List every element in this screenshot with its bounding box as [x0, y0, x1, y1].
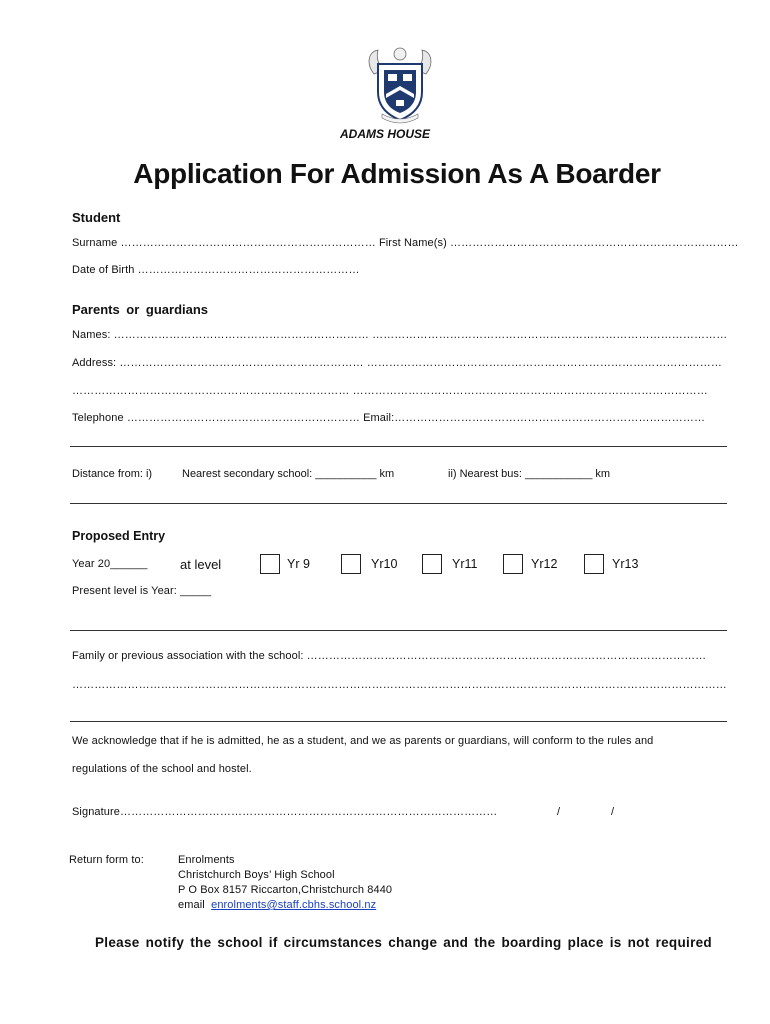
date-of-birth-field[interactable]: Date of Birth …………………………………………………… — [72, 264, 360, 276]
address-field-line2[interactable]: ………………………………………………………………… …………………………………………………………………………………… — [72, 385, 708, 397]
divider — [70, 446, 727, 447]
return-email-row — [178, 899, 376, 911]
yr10-checkbox[interactable] — [341, 554, 361, 574]
yr12-checkbox[interactable] — [503, 554, 523, 574]
divider — [70, 721, 727, 722]
school-crest-logo — [364, 44, 436, 124]
acknowledgement-text: We acknowledge that if he is admitted, he as a student, and we as parents or guardians, will conform to the rules and — [72, 735, 654, 747]
parent-names-field[interactable]: Names: …………………………………………………………… …………………………………………………………………………………… — [72, 329, 728, 341]
parents-heading: Parents or guardians — [72, 302, 209, 317]
return-address-line: P O Box 8157 Riccarton,Christchurch 8440 — [178, 884, 393, 896]
yr13-checkbox[interactable] — [584, 554, 604, 574]
present-level-field[interactable]: Present level is Year: _____ — [72, 585, 212, 597]
distance-label: Distance from: i) — [72, 468, 153, 480]
yr9-checkbox[interactable] — [260, 554, 280, 574]
at-level-label: at level — [180, 557, 222, 572]
student-heading: Student — [72, 210, 121, 225]
yr11-label: Yr11 — [452, 557, 478, 571]
divider — [70, 630, 727, 631]
nearest-school-field[interactable]: Nearest secondary school: __________ km — [182, 468, 395, 480]
divider — [70, 503, 727, 504]
email-prefix: email — [178, 899, 205, 911]
date-separator: / — [557, 806, 561, 818]
page-title: Application For Admission As A Boarder — [133, 158, 661, 189]
family-association-field-line2[interactable]: …………………………………………………………………………………………………………………………………………………………… — [72, 679, 727, 691]
nearest-bus-field[interactable]: ii) Nearest bus: ___________ km — [448, 468, 611, 480]
proposed-entry-heading: Proposed Entry — [72, 529, 166, 543]
house-name: ADAMS HOUSE — [339, 127, 430, 141]
telephone-email-field[interactable]: Telephone ……………………………………………………… Email:………………………………………………………………………… — [72, 412, 706, 424]
return-address-line: Enrolments — [178, 854, 235, 866]
return-address-line: Christchurch Boys’ High School — [178, 869, 335, 881]
address-field[interactable]: Address: ………………………………………………………… …………………………………………………………………………………… — [72, 357, 722, 369]
acknowledgement-text-line2: regulations of the school and hostel. — [72, 763, 252, 775]
signature-field[interactable]: Signature………………………………………………………………………………………… — [72, 806, 498, 818]
yr9-label: Yr 9 — [287, 557, 310, 571]
year-field[interactable]: Year 20______ — [72, 558, 148, 570]
yr12-label: Yr12 — [531, 557, 558, 571]
surname-firstname-field[interactable]: Surname …………………………………………………………… First Name(s) …………………………………………………………………… — [72, 237, 739, 249]
yr11-checkbox[interactable] — [422, 554, 442, 574]
return-form-label: Return form to: — [69, 854, 144, 866]
notice-text: Please notify the school if circumstances change and the boarding place is not required — [95, 935, 712, 950]
date-separator: / — [611, 806, 615, 818]
email-link[interactable]: enrolments@staff.cbhs.school.nz — [211, 899, 377, 911]
family-association-field[interactable]: Family or previous association with the school: ……………………………………………………………………………………………… — [72, 650, 707, 662]
yr13-label: Yr13 — [612, 557, 639, 571]
yr10-label: Yr10 — [371, 557, 398, 571]
